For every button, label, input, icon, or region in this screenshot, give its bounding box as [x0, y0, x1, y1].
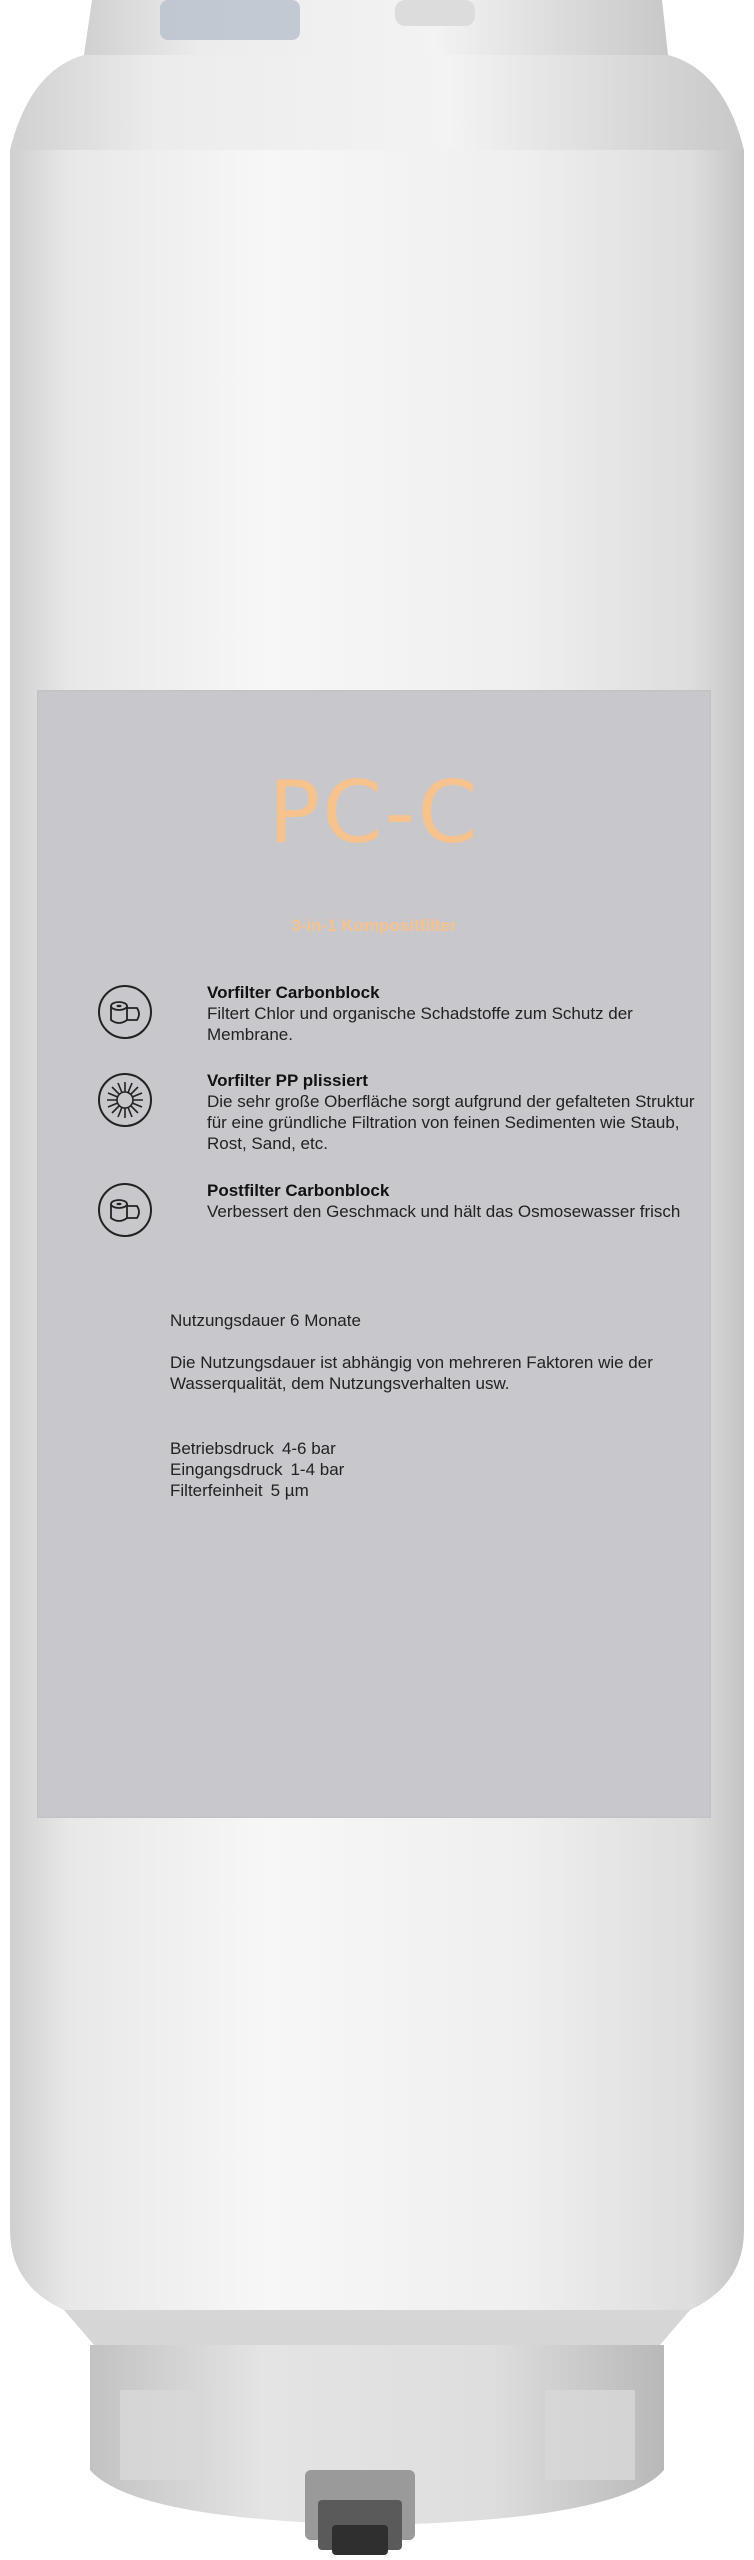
- spec-row: [170, 1438, 690, 1459]
- feature-description: Verbessert den Geschmack und hält das Osmosewasser frisch: [207, 1202, 681, 1221]
- spec-name: Filterfeinheit: [170, 1481, 263, 1500]
- feature-description: Filtert Chlor und organische Schadstoffe zum Schutz der Membrane.: [207, 1004, 633, 1044]
- spec-name: Betriebsdruck: [170, 1439, 274, 1458]
- spec-value: 4-6 bar: [281, 1439, 336, 1458]
- feature-title: Postfilter Carbonblock: [207, 1181, 390, 1200]
- bottom-shoulder: [64, 2310, 690, 2345]
- product-title: PC-C: [268, 763, 480, 863]
- carbon-block-icon: [97, 984, 153, 1040]
- spec-row: [170, 1459, 690, 1480]
- pleated-filter-icon: [97, 1072, 153, 1128]
- spec-row: [170, 1480, 690, 1501]
- cap-tab: [160, 0, 300, 40]
- cap-notch: [395, 0, 475, 26]
- base-rib-right: [545, 2390, 635, 2480]
- product-label: [37, 690, 711, 1818]
- lifetime-text: Nutzungsdauer 6 Monate: [170, 1311, 361, 1330]
- product-subtitle: 3-in-1 Kompositfilter: [291, 916, 457, 935]
- feature-text: [207, 1070, 707, 1154]
- cartridge-shoulder: [10, 55, 744, 150]
- carbon-block-icon: [97, 1182, 153, 1238]
- feature-title: Vorfilter PP plissiert: [207, 1071, 368, 1090]
- feature-text: [207, 1180, 707, 1222]
- base-rib-left: [120, 2390, 210, 2480]
- spec-list: [170, 1438, 690, 1501]
- spec-value: 5 µm: [270, 1481, 309, 1500]
- spec-name: Eingangsdruck: [170, 1460, 283, 1479]
- feature-text: [207, 982, 707, 1045]
- lifetime-note: Die Nutzungsdauer ist abhängig von mehreren Faktoren wie der Wasserqualität, dem Nutzungsverhalten usw.: [170, 1353, 653, 1393]
- spec-value: 1-4 bar: [290, 1460, 345, 1479]
- outlet-tip: [332, 2525, 388, 2555]
- feature-title: Vorfilter Carbonblock: [207, 983, 380, 1002]
- feature-description: Die sehr große Oberfläche sorgt aufgrund der gefalteten Struktur für eine gründliche Filtration von feinen Sedimenten wie Staub, Rost, Sand, etc.: [207, 1092, 695, 1153]
